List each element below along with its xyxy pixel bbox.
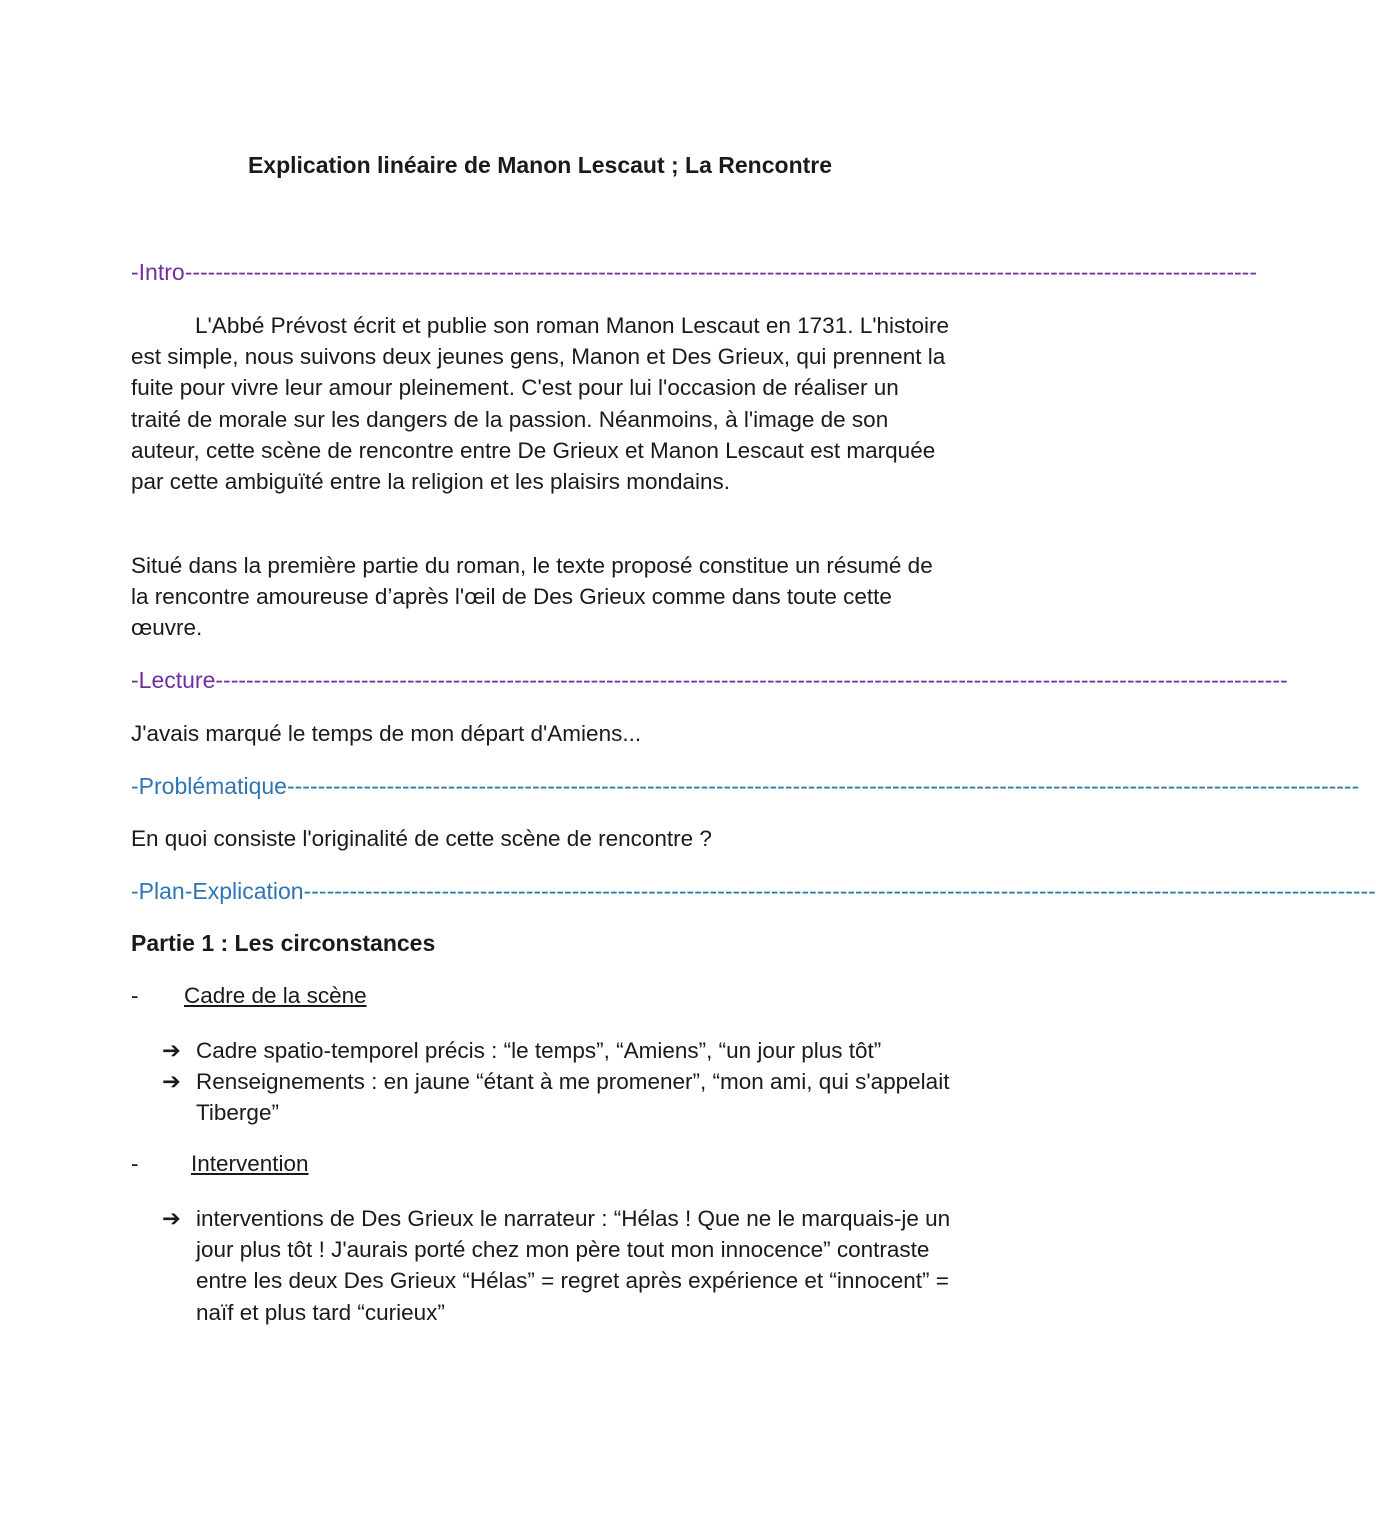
section-plan-label: -Plan-Explication — [131, 878, 304, 904]
section-rule: -------------------------------------------------------------------------------------------------------------------------------------------- — [286, 773, 1360, 799]
section-intro — [131, 258, 1257, 286]
arrow-right-icon: ➔ — [162, 1038, 181, 1063]
problematique-text: En quoi consiste l'originalité de cette scène de rencontre ? — [131, 826, 712, 851]
subsection-cadre-label: Cadre de la scène — [184, 983, 367, 1008]
bullet-dash: - — [131, 1151, 139, 1176]
cadre-list — [162, 1035, 952, 1129]
section-rule: -------------------------------------------------------------------------------------------------------------------------------------------- — [215, 667, 1288, 693]
intro-paragraph-2: Situé dans la première partie du roman, le texte proposé constitue un résumé de la rencontre amoureuse d’après l'œil de Des Grieux comme dans toute cette œuvre. — [131, 553, 933, 641]
intervention-list — [162, 1203, 952, 1328]
list-item: ➔ Renseignements : en jaune “étant à me promener”, “mon ami, qui s'appelait Tiberge” — [162, 1066, 952, 1128]
document-title: Explication linéaire de Manon Lescaut ; La Rencontre — [247, 152, 833, 178]
bullet-dash: - — [131, 983, 139, 1008]
list-item: ➔ interventions de Des Grieux le narrateur : “Hélas ! Que ne le marquais-je un jour plus tôt ! J'aurais porté chez mon père tout mon innocence” contraste entre les deux Des Grieux “Hélas” = regret après expérience et “innocent” = naïf et plus tard “curieux” — [162, 1203, 952, 1328]
intro-paragraph-1: L'Abbé Prévost écrit et publie son roman Manon Lescaut en 1731. L'histoire est simple, nous suivons deux jeunes gens, Manon et Des Grieux, qui prennent la fuite pour vivre leur amour pleinement. C'est pour lui l'occasion de réaliser un traité de morale sur les dangers de la passion. Néanmoins, à l'image de son auteur, cette scène de rencontre entre De Grieux et Manon Lescaut est marquée par cette ambiguïté entre la religion et les plaisirs mondains. — [131, 313, 950, 495]
section-lecture — [131, 666, 1288, 694]
arrow-right-icon: ➔ — [162, 1206, 181, 1231]
section-intro-label: -Intro — [131, 259, 185, 285]
section-plan — [131, 877, 1376, 905]
section-lecture-label: -Lecture — [131, 667, 216, 693]
section-rule: -------------------------------------------------------------------------------------------------------------------------------------------- — [184, 259, 1257, 285]
lecture-text: J'avais marqué le temps de mon départ d'Amiens... — [131, 721, 642, 746]
section-rule: -------------------------------------------------------------------------------------------------------------------------------------------- — [303, 878, 1376, 904]
subsection-intervention-label: Intervention — [191, 1151, 309, 1176]
section-problematique — [131, 772, 1360, 800]
subsection-cadre — [131, 983, 631, 1013]
section-problematique-label: -Problématique — [131, 773, 287, 799]
partie-1-heading: Partie 1 : Les circonstances — [131, 930, 436, 956]
list-item: ➔ Cadre spatio-temporel précis : “le temps”, “Amiens”, “un jour plus tôt” — [162, 1035, 952, 1066]
subsection-intervention — [131, 1151, 631, 1181]
arrow-right-icon: ➔ — [162, 1069, 181, 1095]
